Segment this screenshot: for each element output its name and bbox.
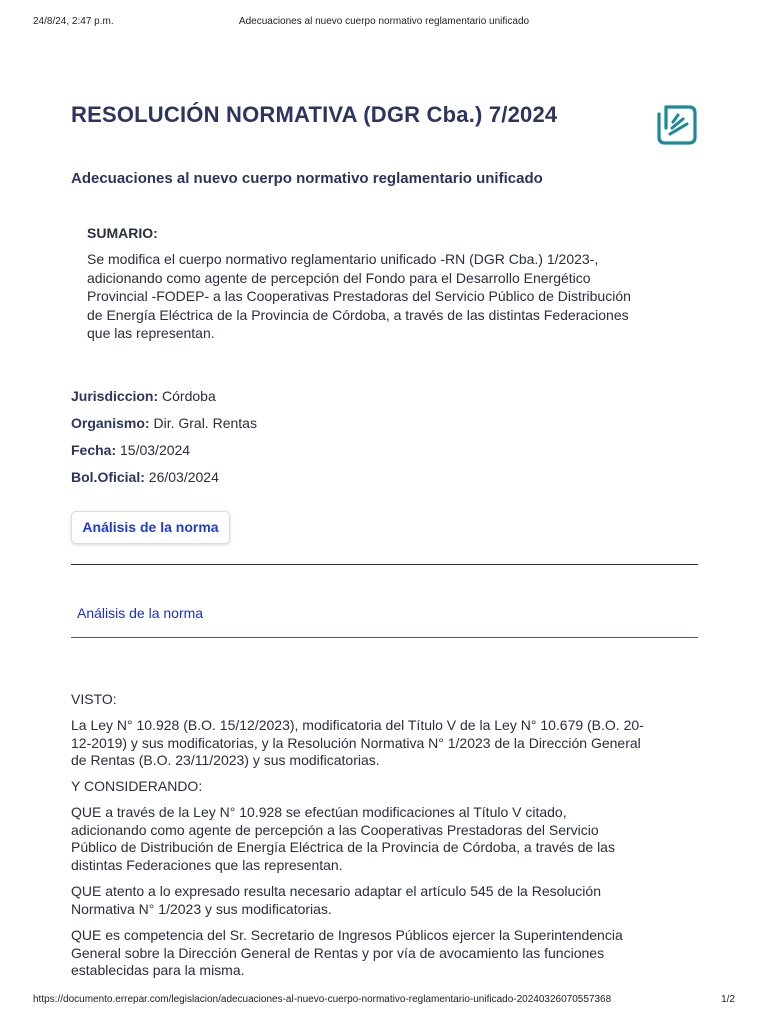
- errepar-logo-icon: [656, 104, 698, 146]
- paragraph-line: adicionando como agente de percepción a las Cooperativas Prestadoras del Servicio: [71, 821, 599, 838]
- visto-heading: VISTO:: [71, 691, 117, 707]
- paragraph-line: QUE atento a lo expresado resulta necesario adaptar el artículo 545 de la Resolución: [71, 883, 601, 899]
- sumario-line: de Energía Eléctrica de la Provincia de Córdoba, a través de las distintas Federaciones: [87, 306, 629, 323]
- sumario-line: Se modifica el cuerpo normativo reglamentario unificado -RN (DGR Cba.) 1/2023-,: [87, 251, 599, 267]
- sumario-text: [87, 250, 687, 343]
- meta-fecha-label: Fecha:: [71, 442, 117, 458]
- paragraph-line: Normativa N° 1/2023 y sus modificatorias.: [71, 900, 332, 917]
- document-title: RESOLUCIÓN NORMATIVA (DGR Cba.) 7/2024: [71, 102, 558, 127]
- meta-organismo: [71, 415, 257, 431]
- divider: [71, 637, 698, 638]
- considerando-paragraph-1: [71, 804, 693, 874]
- meta-organismo-label: Organismo:: [71, 415, 150, 431]
- divider: [71, 564, 698, 565]
- analysis-button[interactable]: Análisis de la norma: [71, 511, 230, 544]
- meta-fecha: [71, 442, 190, 458]
- visto-line: de Rentas (B.O. 23/11/2023) y sus modificatorias.: [71, 752, 380, 768]
- print-datetime: 24/8/24, 2:47 p.m.: [33, 16, 114, 27]
- meta-jurisdiccion: [71, 388, 216, 404]
- sumario-line: que las representan.: [87, 325, 215, 341]
- paragraph-line: distintas Federaciones que las representan.: [71, 856, 343, 873]
- print-url: https://documento.errepar.com/legislacion/adecuaciones-al-nuevo-cuerpo-normativo-reglamentario-unificado-20240326070557368: [33, 994, 612, 1005]
- meta-fecha-value: 15/03/2024: [120, 442, 191, 458]
- visto-paragraph: [71, 717, 693, 770]
- paragraph-line: General sobre la Dirección General de Rentas y por vía de avocamiento las funciones: [71, 944, 605, 961]
- document-subtitle: Adecuaciones al nuevo cuerpo normativo reglamentario unificado: [71, 170, 543, 187]
- print-page-count: 1/2: [721, 994, 735, 1005]
- sumario-line: Provincial -FODEP- a las Cooperativas Prestadoras del Servicio Público de Distribución: [87, 288, 631, 304]
- meta-organismo-value: Dir. Gral. Rentas: [153, 415, 257, 431]
- paragraph-line: QUE a través de la Ley N° 10.928 se efectúan modificaciones al Título V citado,: [71, 804, 567, 820]
- paragraph-line: Público de Distribución de Energía Eléctrica de la Provincia de Córdoba, a través de las: [71, 839, 615, 855]
- sumario-label: SUMARIO:: [87, 225, 158, 241]
- print-footer: [33, 994, 735, 1008]
- print-header: [33, 16, 735, 30]
- meta-jurisdiccion-label: Jurisdiccion:: [71, 388, 159, 404]
- considerando-heading: Y CONSIDERANDO:: [71, 778, 203, 794]
- analysis-link[interactable]: Análisis de la norma: [77, 605, 204, 621]
- considerando-paragraph-2: [71, 883, 693, 918]
- visto-line: La Ley N° 10.928 (B.O. 15/12/2023), modificatoria del Título V de la Ley N° 10.679 (B.O. 20-: [71, 717, 644, 733]
- visto-line: 12-2019) y sus modificatorias, y la Resolución Normativa N° 1/2023 de la Dirección General: [71, 734, 641, 751]
- sumario-line: adicionando como agente de percepción del Fondo para el Desarrollo Energético: [87, 269, 591, 286]
- considerando-paragraph-3: [71, 927, 693, 980]
- print-page-title: Adecuaciones al nuevo cuerpo normativo reglamentario unificado: [238, 16, 530, 27]
- paragraph-line: QUE es competencia del Sr. Secretario de Ingresos Públicos ejercer la Superintendencia: [71, 927, 623, 943]
- paragraph-line: establecidas para la misma.: [71, 962, 245, 978]
- meta-boletin: [71, 469, 219, 485]
- meta-boletin-value: 26/03/2024: [148, 469, 219, 485]
- meta-boletin-label: Bol.Oficial:: [71, 469, 145, 485]
- meta-jurisdiccion-value: Córdoba: [162, 388, 216, 404]
